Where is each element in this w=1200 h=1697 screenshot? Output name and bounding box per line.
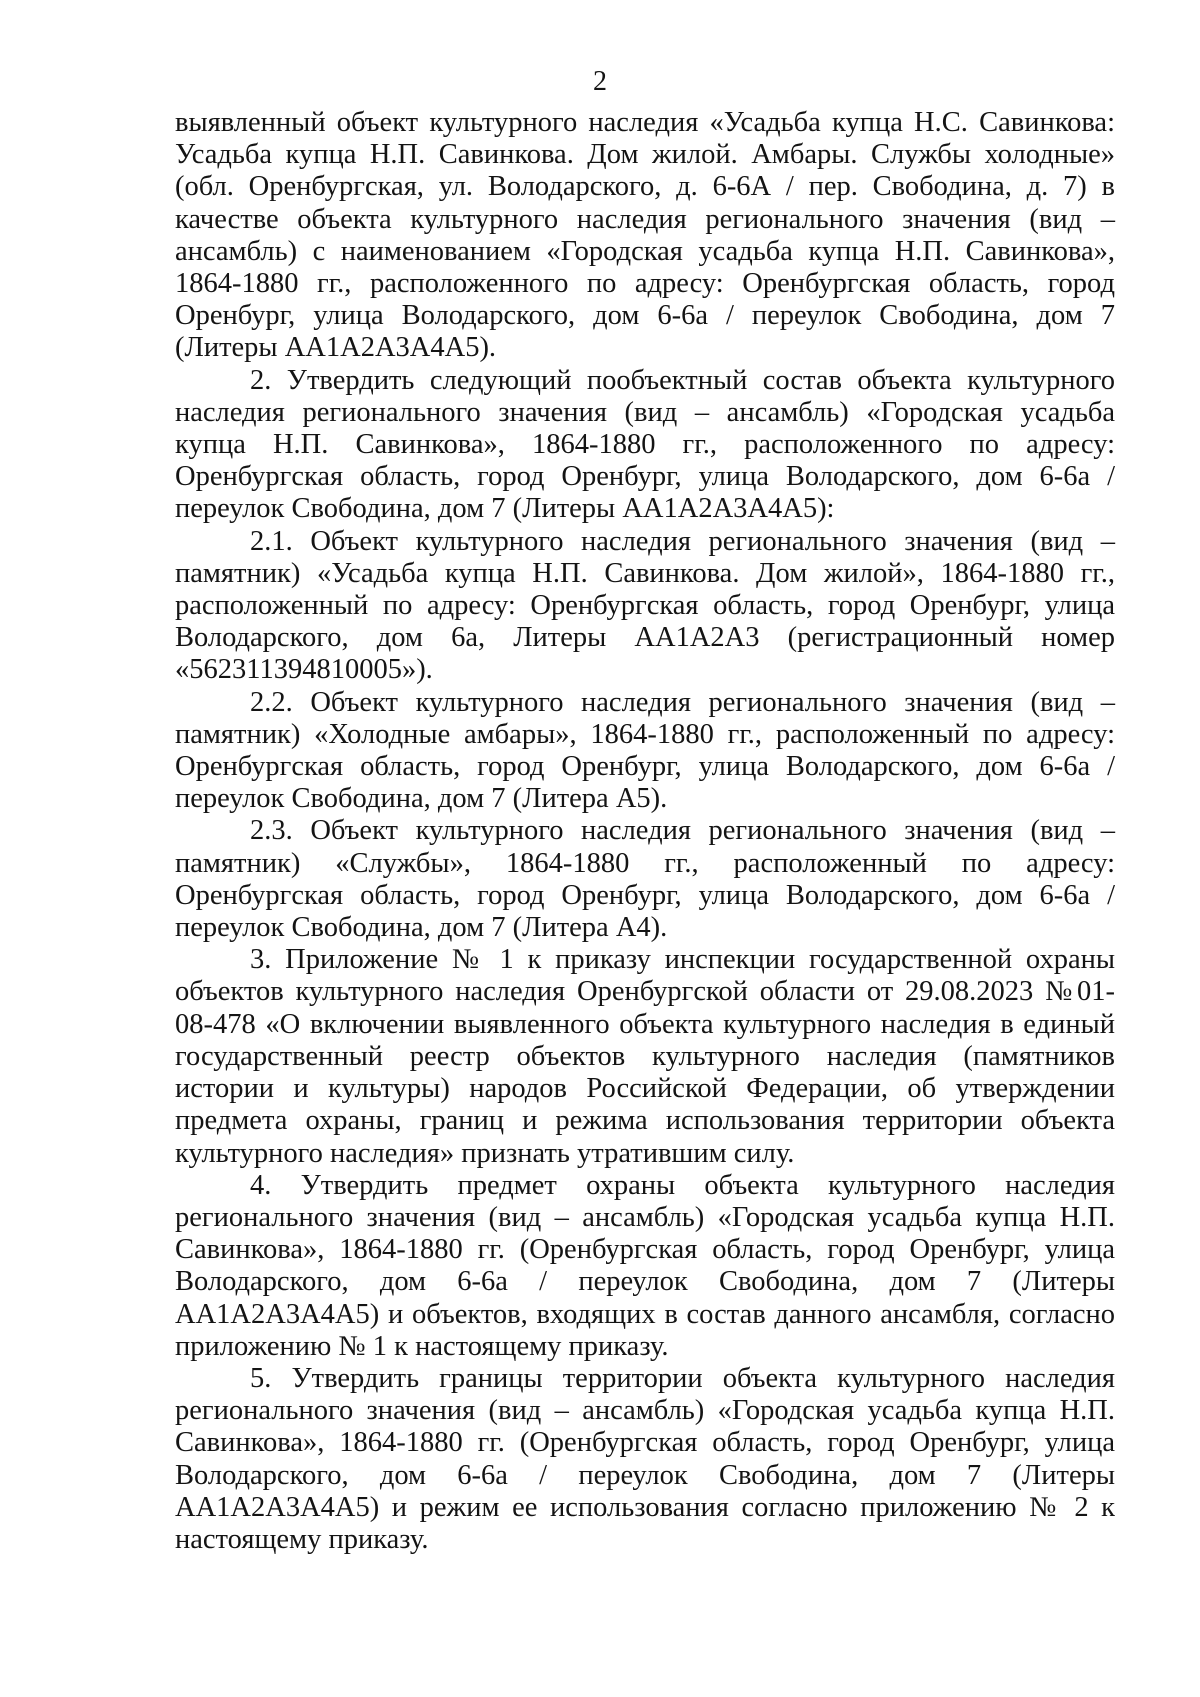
page-number: 2 [593, 66, 607, 97]
document-body [175, 107, 1115, 1556]
paragraph-item-4: 4. Утвердить предмет охраны объекта культурного наследия регионального значения (вид – ансамбль) «Городская усадьба купца Н.П. Савинкова», 1864-1880 гг. (Оренбургская область, город Оренбург, улица Володарского, дом 6-6а / переулок Свободина, дом 7 (Литеры АА1А2А3А4А5) и объектов, входящих в состав данного ансамбля, согласно приложению № 1 к настоящему приказу. [175, 1169, 1115, 1362]
paragraph-item-2-3: 2.3. Объект культурного наследия регионального значения (вид – памятник) «Службы», 1864-1880 гг., расположенный по адресу: Оренбургская область, город Оренбург, улица Володарского, дом 6-6а / переулок Свободина, дом 7 (Литера А4). [175, 815, 1115, 944]
paragraph-item-2-2: 2.2. Объект культурного наследия регионального значения (вид – памятник) «Холодные амбары», 1864-1880 гг., расположенный по адресу: Оренбургская область, город Оренбург, улица Володарского, дом 6-6а / переулок Свободина, дом 7 (Литера А5). [175, 686, 1115, 815]
paragraph-item-2-1: 2.1. Объект культурного наследия регионального значения (вид – памятник) «Усадьба купца Н.П. Савинкова. Дом жилой», 1864-1880 гг., расположенный по адресу: Оренбургская область, город Оренбург, улица Володарского, дом 6а, Литеры АА1А2А3 (регистрационный номер «562311394810005»). [175, 525, 1115, 686]
paragraph-item-5: 5. Утвердить границы территории объекта культурного наследия регионального значения (вид – ансамбль) «Городская усадьба купца Н.П. Савинкова», 1864-1880 гг. (Оренбургская область, город Оренбург, улица Володарского, дом 6-6а / переулок Свободина, дом 7 (Литеры АА1А2А3А4А5) и режим ее использования согласно приложению № 2 к настоящему приказу. [175, 1362, 1115, 1555]
paragraph-continuation: выявленный объект культурного наследия «Усадьба купца Н.С. Савинкова: Усадьба купца Н.П. Савинкова. Дом жилой. Амбары. Службы холодные» (обл. Оренбургская, ул. Володарского, д. 6-6А / пер. Свободина, д. 7) в качестве объекта культурного наследия регионального значения (вид – ансамбль) с наименованием «Городская усадьба купца Н.П. Савинкова», 1864-1880 гг., расположенного по адресу: Оренбургская область, город Оренбург, улица Володарского, дом 6-6а / переулок Свободина, дом 7 (Литеры АА1А2А3А4А5). [175, 107, 1115, 364]
paragraph-item-3: 3. Приложение № 1 к приказу инспекции государственной охраны объектов культурного наследия Оренбургской области от 29.08.2023 №01-08-478 «О включении выявленного объекта культурного наследия в единый государственный реестр объектов культурного наследия (памятников истории и культуры) народов Российской Федерации, об утверждении предмета охраны, границ и режима использования территории объекта культурного наследия» признать утратившим силу. [175, 944, 1115, 1169]
paragraph-item-2: 2. Утвердить следующий пообъектный состав объекта культурного наследия регионального значения (вид – ансамбль) «Городская усадьба купца Н.П. Савинкова», 1864-1880 гг., расположенного по адресу: Оренбургская область, город Оренбург, улица Володарского, дом 6-6а / переулок Свободина, дом 7 (Литеры АА1А2А3А4А5): [175, 364, 1115, 525]
